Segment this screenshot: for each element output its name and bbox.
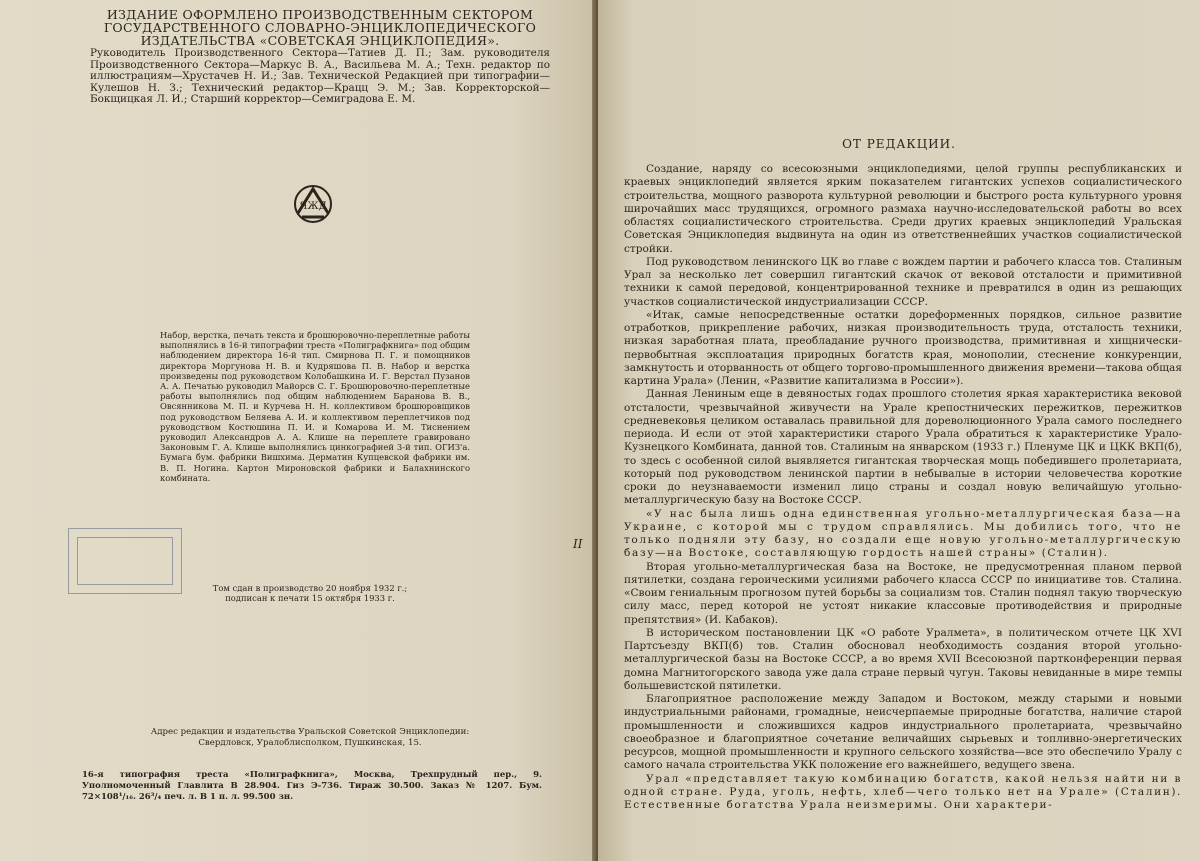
logo-lettering: ЯЖД (299, 201, 327, 212)
paragraph: «У нас была лишь одна единственная угольно-металлургическая база—на Украине, с которой мы с трудом справлялись. Мы добились того, что не только подняли эту базу, но создали еще новую угольно-металлургическую базу—на Востоке, составляющую гордость нашей страны» (Сталин). (624, 507, 1182, 560)
paragraph: Урал «представляет такую комбинацию богатств, какой нельзя найти ни в одной стране. Руда, уголь, нефть, хлеб—чего только нет на Урале» (Сталин). Естественные богатства Урала неизмеримы. Они характери- (624, 772, 1182, 811)
paragraph: В историческом постановлении ЦК «О работе Уралмета», в политическом отчете ЦК XVI Партсъезду ВКП(б) тов. Сталин обосновал необходимость создания второй угольно-металлургической базы на Востоке СССР, а во время XVII Всесоюзной партконференции первая домна Магнитогорского завода уже дала стране первый чугун. Таковы невиданные в мире темпы большевистской пятилетки. (624, 626, 1182, 692)
imprint-staff-list: Руководитель Производственного Сектора—Татиев Д. П.; Зам. руководителя Производственного Сектора—Маркус В. А., Васильева М. А.; Техн. редактор по иллюстрациям—Хрустачев Н. И.; Зав. Технической Редакцией при типографии—Кулешов Н. З.; Технический редактор—Крацц Э. М.; Зав. Корректорской—Бокщицкая Л. И.; Старший корректор—Семиградова Е. М. (90, 47, 550, 105)
print-dates: Том сдан в производство 20 ноября 1932 г.; подписан к печати 15 октября 1933 г. (212, 583, 408, 603)
right-page (598, 0, 1200, 861)
paragraph: Под руководством ленинского ЦК во главе с вождем партии и рабочего класса тов. Сталиным Урал за несколько лет совершил гигантский скачок от вековой отсталости и примитивной техники к самой передовой, концентрированной технике и превратился в один из решающих участков социалистической индустриализации СССР. (624, 255, 1182, 308)
paragraph: Вторая угольно-металлургическая база на Востоке, не предусмотренная планом первой пятилетки, создана героическими усилиями рабочего класса СССР по инициативе тов. Сталина. «Своим гениальным прогнозом путей борьбы за социализм тов. Сталин поднял такую творческую силу масс, перед которой не устоят никакие классовые противодействия и природные препятствия» (И. Кабаков). (624, 560, 1182, 626)
publisher-logo (290, 183, 336, 225)
page-marker: II (573, 537, 583, 551)
paragraph: Благоприятное расположение между Западом и Востоком, между старыми и новыми индустриальными районами, громадные, неисчерпаемые природные богатства, наличие старой промышленности и сложившихся кадров индустриального пролетариата, чрезвычайно своеобразное и благоприятное сочетание величайших сырьевых и топливно-энергетических ресурсов, мощной промышленности и крупного сельского хозяйства—все это обеспечило Уралу с самого начала строительства УКК положение его важнейшего, ведущего звена. (624, 693, 1182, 772)
publisher-address: Адрес редакции и издательства Уральской Советской Энциклопедии: Свердловск, Уралоблисполком, Пушкинская, 15. (150, 727, 470, 748)
imprint-heading: ИЗДАНИЕ ОФОРМЛЕНО ПРОИЗВОДСТВЕННЫМ СЕКТОРОМ ГОСУДАРСТВЕННОГО СЛОВАРНО-ЭНЦИКЛОПЕДИЧЕСКОГО ИЗДАТЕЛЬСТВА «СОВЕТСКАЯ ЭНЦИКЛОПЕДИЯ». (103, 7, 537, 48)
printer-colophon: 16-я типография треста «Полиграфкнига», Москва, Трехпрудный пер., 9. Уполномоченный Главлита В 28.904. Гиз Э-736. Тираж 30.500. Заказ № 1207. Бум. 72×108¹/₁₆. 26³/₄ печ. л. В 1 п. л. 99.500 зн. (82, 770, 542, 802)
paragraph: «Итак, самые непосредственные остатки дореформенных порядков, сильное развитие отработков, прикрепление рабочих, низкая производительность труда, отсталость техники, низкая заработная плата, преобладание ручного производства, примитивная и хищнически-первобытная эксплоатация природных богатств края, монополии, стеснение конкуренции, замкнутость и оторванность от общего торгово-промышленного движения времени—такова общая картина Урала» (Ленин, «Развитие капитализма в России»). (624, 308, 1182, 387)
paragraph: Данная Лениным еще в девяностых годах прошлого столетия яркая характеристика вековой отсталости, чрезвычайной живучести на Урале крепостнических пережитков, пережитков средневековья целиком оставалась правильной для дореволюционного Урала самого последнего периода. И если от этой характеристики старого Урала обратиться к характеристике Урало-Кузнецкого Комбината, данной тов. Сталиным на январском (1933 г.) Пленуме ЦК и ЦКК ВКП(б), то здесь с особенной силой выявляется гигантская творческая мощь победившего пролетариата, который под руководством ленинской партии в небывалые в истории человечества короткие сроки до неузнаваемости изменил лицо страны и создал новую величайшую угольно-металлургическую базу на Востоке СССР. (624, 388, 1182, 507)
left-page (0, 0, 598, 861)
editorial-text (624, 163, 1182, 812)
page-title: ОТ РЕДАКЦИИ. (842, 137, 956, 151)
paragraph: Создание, наряду со всесоюзными энциклопедиями, целой группы республиканских и краевых энциклопедий является ярким показателем гигантских успехов социалистического строительства, мощного разворота культурной революции и быстрого роста культурного уровня широчайших масс трудящихся, огромного размаха научно-исследовательской работы во всех областях социалистического строительства. Среди других краевых энциклопедий Уральская Советская Энциклопедия выдвинута на один из ответственнейших участков социалистической стройки. (624, 163, 1182, 255)
library-stamp (68, 528, 182, 594)
print-credits: Набор, верстка, печать текста и брошюровочно-переплетные работы выполнялись в 16-й типографии треста «Полиграфкнига» под общим наблюдением директора 16-й тип. Смирнова П. Г. и помощников директора Моргунова Н. В. и Кудряшова П. В. Набор и верстка произведены под руководством Колобашкина И. Г. Верстал Пузанов А. А. Печатью руководил Майорсв С. Г. Брошюровочно-переплетные работы выполнялись под общим наблюдением Баранова В. В., Овсянникова М. П. и Курчева Н. Н. коллективом брошюровщиков под руководством Беляева А. И. и коллективом переплетчиков под руководством Костюшина П. И. и Комарова И. М. Тиснением руководил Александров А. А. Клише на переплете гравировано Законовым Г. А. Клише выполнялись цинкографией 3-й тип. ОГИЗ'а. Бумага бум. фабрики Вишхима. Дерматин Купцевской фабрики им. В. П. Ногина. Картон Мироновской фабрики и Балахнинского комбината. (160, 330, 470, 483)
